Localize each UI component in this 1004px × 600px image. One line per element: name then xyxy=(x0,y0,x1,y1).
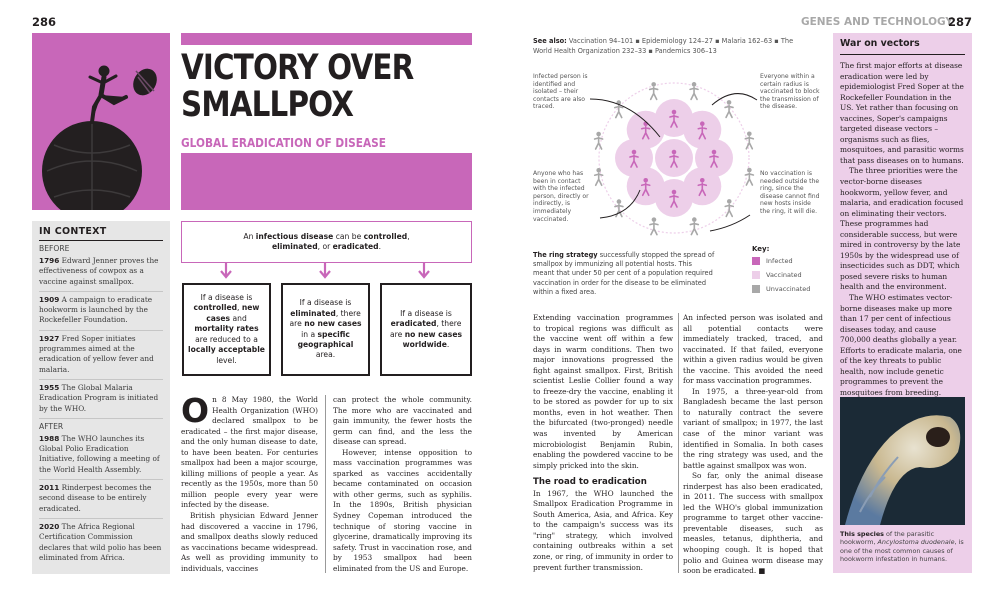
flow-box-eliminated: If a disease is eliminated, there are no new cases in a specific geographical area. xyxy=(281,283,370,376)
after-entry: 1988 The WHO launches its Global Polio Eradication Initiative, following a meeting of the World Health Assembly. xyxy=(39,431,163,480)
in-context-panel xyxy=(32,221,170,574)
body-column-4: An infected person was isolated and all potential contacts were immediately tracked, traced, and vaccinated. If that failed, everyone within a given radius would be given the vaccine. This avoided the need for mass vaccination programmes. In 1975, a three-year-old from Bangladesh became the last person to naturally contract the severe variant of smallpox; in 1977, the last case of the minor variant was identified in Somalia. In both cases the ring strategy was used, and the battle against smallpox was won. So far, only the animal disease rinderpest has also been eradicated, in 2011. The success with smallpox led the WHO's global immunization programme to target other vaccine-preventable diseases, such as measles, tetanus, diphtheria, and whooping cough. It is hoped that polio and Guinea worm disease may soon be eradicated. ■ xyxy=(683,313,823,576)
chapter-illustration xyxy=(32,33,170,210)
page-title xyxy=(181,50,458,124)
person-icon xyxy=(690,82,698,99)
in-context-heading: IN CONTEXT xyxy=(39,226,107,237)
before-entry: 1955 The Global Malaria Eradication Program is initiated by the WHO. xyxy=(39,382,159,413)
title-bar-bottom xyxy=(181,153,472,210)
see-also: See also: Vaccination 94–101 ▪ Epidemiology 124–27 ▪ Malaria 162–63 ▪ The World Health Organization 232–33 ▪ Pandemics 306–13 xyxy=(533,37,794,55)
before-entry: 1796 Edward Jenner proves the effectiveness of cowpox as a vaccine against smallpox. xyxy=(39,253,163,292)
person-icon xyxy=(725,199,733,216)
after-label: AFTER xyxy=(39,421,64,431)
person-icon xyxy=(650,217,658,234)
before-entry: 1909 A campaign to eradicate hookworm is launched by the Rockefeller Foundation. xyxy=(39,292,163,331)
annotation-contacts: Anyone who has been in contact with the infected person, directly or indirectly, is immediately vaccinated. xyxy=(533,170,589,223)
before-label: BEFORE xyxy=(39,244,70,253)
flow-box-controlled: If a disease is controlled, new cases and mortality rates are reduced to a locally acceptable level. xyxy=(182,283,271,376)
hookworm-caption: This species of the parasitic hookworm, Ancylostoma duodenale, is one of the most common causes of hookworm infestation in humans. xyxy=(840,530,964,563)
body-column-1: On 8 May 1980, the World Health Organization (WHO) declared smallpox to be eradicated – the first major disease, and the only human disease to date, to have been beaten. For centuries smallpox had been a major scourge, killing millions of people a year. As recently as the 1950s, more than 50 million people every year were infected by the disease. British physician Edward Jenner had discovered a vaccine in 1796, and smallpox deaths slowly reduced as vaccinations became widespread. As well as providing immunity to individuals, vaccines xyxy=(181,391,318,573)
section-header: GENES AND TECHNOLOGY xyxy=(800,16,953,28)
column-rule-2 xyxy=(678,313,679,573)
page-number-left: 286 xyxy=(32,15,57,29)
title-bar-top xyxy=(181,33,472,45)
title-line-2: SMALLPOX xyxy=(181,85,354,125)
sidebar-heading: War on vectors xyxy=(840,38,920,49)
flow-top-box: An infectious disease can be controlled, eliminated, or eradicated. xyxy=(181,221,472,263)
body-column-3: Extending vaccination programmes to tropical regions was difficult as the vaccine went off within a few days in warm conditions. Then two major innovations progressed the fight against smallpox. First, British scientist Leslie Collier found a way to freeze-dry the vaccine, enabling it to be stored as powder for up to six months, even in hot weather. Then the bifurcated (two-pronged) needle was invented by American microbiologist Benjamin Rubin, enabling the powdered vaccine to be simply pricked into the skin. The road to eradication In 1967, the WHO launched the Smallpox Eradication Programme in South America, Asia, and Africa. Key to the campaign's success was its "ring" strategy, which involved containing outbreaks within a set zone, or ring, of immunity in order to prevent further transmission. xyxy=(533,313,673,572)
flow-arrows xyxy=(181,262,472,284)
flow-box-eradicated: If a disease is eradicated, there are no new cases worldwide. xyxy=(380,283,472,376)
subheading-road: The road to eradication xyxy=(533,477,647,488)
person-icon xyxy=(725,100,733,117)
person-icon xyxy=(650,82,658,99)
sidebar-war-on-vectors: War on vectors The first major efforts at disease eradication were led by epidemiologist Fred Soper at the Rockefeller Foundation in the US. Yet rather than focusing on vaccines, Soper's campaigns targeted disease vectors – organisms such as flies, mosquitoes, and parasitic worms that pass diseases on to humans. The three priorities were the vector-borne diseases hookworm, yellow fever, and malaria, and eradication focused on eliminating their vectors. These programmes had considerable success, but were mired in controversy by the late 1950s by the widespread use of insecticides such as DDT, which posed severe risks to human health and the environment. The WHO estimates vector-borne diseases make up more than 17 per cent of infectious diseases today, and cause 700,000 deaths globally a year. Efforts to eradicate malaria, one of the key threats to public health, now include genetic programmes to prevent the mosquitoes from breeding. xyxy=(833,33,972,573)
annotation-outside-ring: No vaccination is needed outside the ring, since the disease cannot find new hosts inside the ring, it will die. xyxy=(760,170,820,215)
annotation-infected: Infected person is identified and isolated – their contacts are also traced. xyxy=(533,73,588,111)
body-column-2: can protect the whole community. The more who are vaccinated and gain immunity, the fewer hosts the germ can find, and the less the disease can spread. However, intense opposition to mass vaccination programmes was sparked as vaccines accidentally became contaminated on occasion with other germs, such as syphilis. In the 1890s, British physician Sydney Copeman introduced the technique of storing vaccine in glycerine, dramatically improving its safety. Trust in vaccination rose, and by 1953 smallpox had been eliminated from the US and Europe. xyxy=(333,395,472,573)
before-entry: 1927 Fred Soper initiates programmes aimed at the eradication of yellow fever and malaria. xyxy=(39,331,163,380)
person-icon xyxy=(745,168,753,185)
diagram-caption: The ring strategy successfully stopped the spread of smallpox by immunizing all potential hosts. This meant that under 50 per cent of a population required vaccination in order for the disease to be eliminated within a fixed area. xyxy=(533,251,715,296)
hookworm-photo xyxy=(840,397,965,525)
after-entry: 2011 Rinderpest becomes the second disease to be entirely eradicated. xyxy=(39,480,163,519)
person-kicking-virus-off-globe-icon xyxy=(32,33,170,210)
column-rule xyxy=(325,395,326,573)
after-entry: 2020 The Africa Regional Certification Commission declares that wild polio has been eliminated from Africa. xyxy=(39,521,162,562)
page-number-right: 287 xyxy=(947,15,972,29)
person-icon xyxy=(690,217,698,234)
drop-cap: O xyxy=(181,391,210,430)
page-subtitle: GLOBAL ERADICATION OF DISEASE xyxy=(181,136,386,150)
after-list xyxy=(39,431,163,567)
before-list xyxy=(39,253,163,418)
title-line-1: VICTORY OVER xyxy=(181,48,414,88)
diagram-key: Key: Infected Vaccinated Unvaccinated xyxy=(752,245,811,293)
annotation-vaccinated-radius: Everyone within a certain radius is vaccinated to block the transmission of the disease. xyxy=(760,73,820,111)
